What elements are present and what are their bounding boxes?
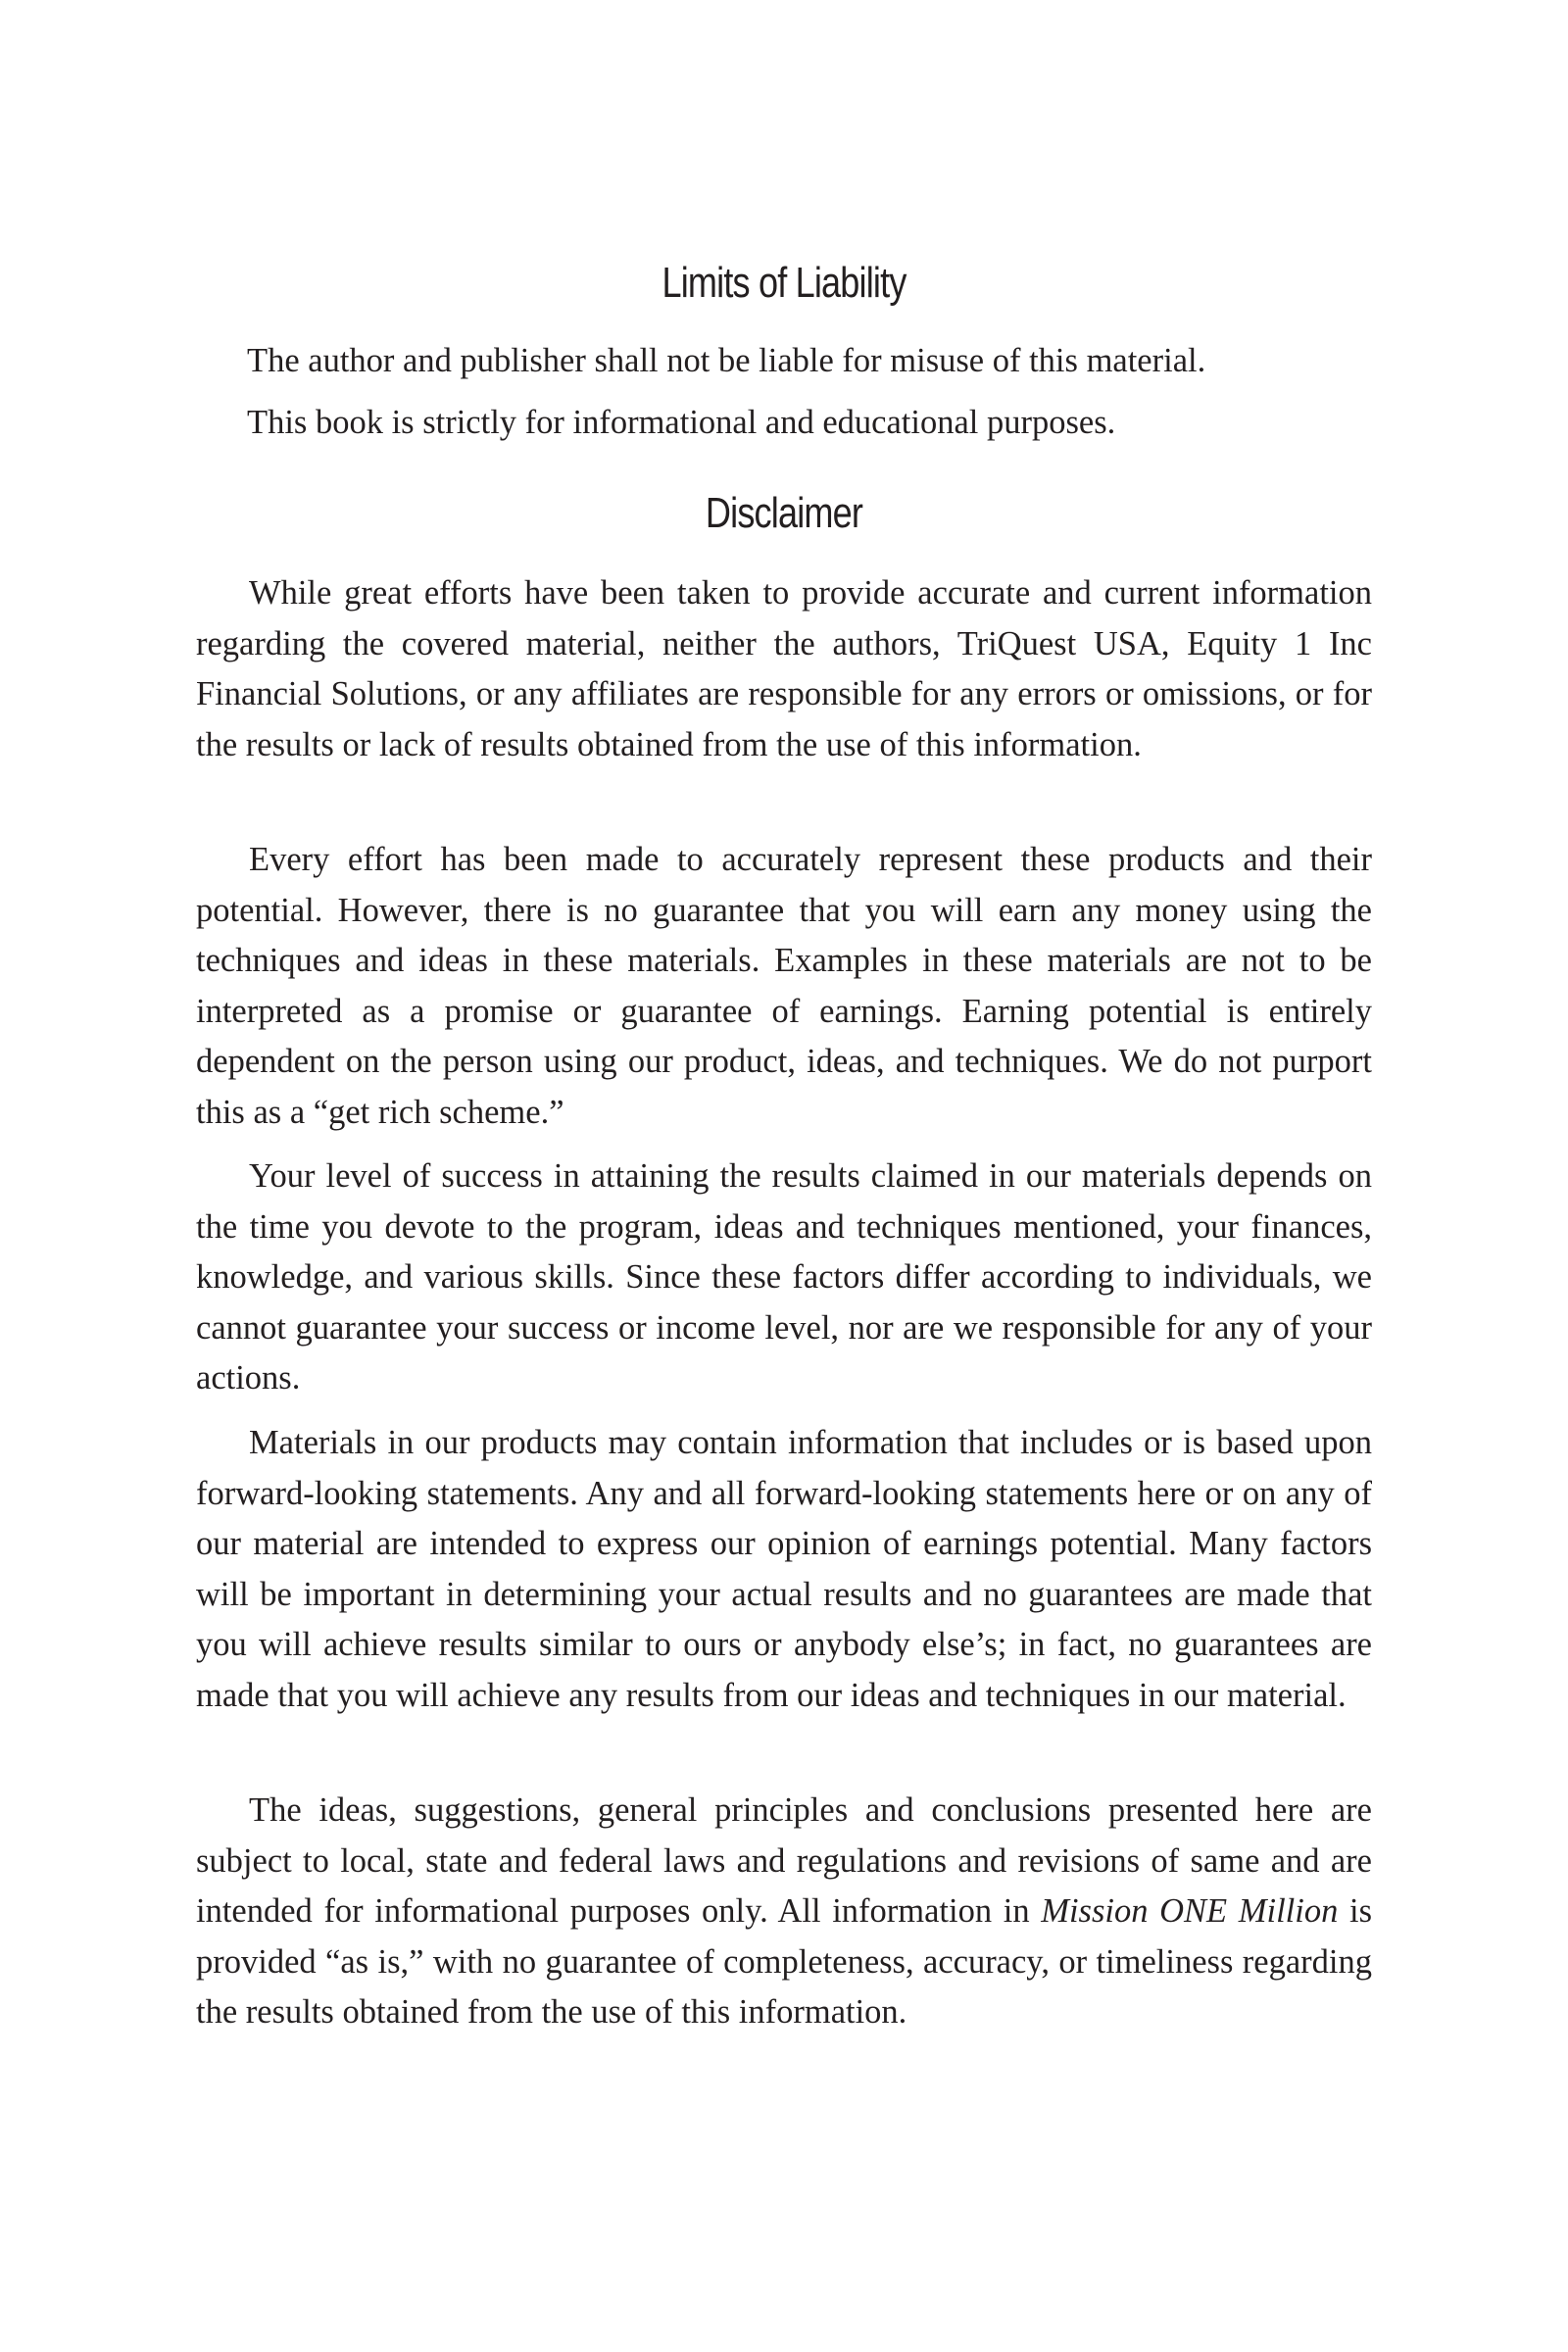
disclaimer-paragraph-5 [196, 1786, 1372, 2038]
limits-of-liability-heading: Limits of Liability [662, 259, 906, 307]
limits-line-1: The author and publisher shall not be liable for misuse of this material. [247, 342, 1206, 379]
book-title: Mission ONE Million [1041, 1892, 1339, 1930]
limits-line-2: This book is strictly for informational and educational purposes. [247, 404, 1116, 441]
disclaimer-heading: Disclaimer [705, 489, 863, 537]
book-page [196, 0, 1372, 2352]
disclaimer-paragraph-3: Your level of success in attaining the results claimed in our materials depends on the time you devote to the program, ideas and techniques mentioned, your finances, knowledge, and various skills. Since these factors differ according to individuals, we cannot guarantee your success or income level, nor are we responsible for any of your actions. [196, 1157, 1372, 1396]
disclaimer-paragraph-4: Materials in our products may contain information that includes or is based upon forward-looking statements. Any and all forward-looking statements here or on any of our material are intended to express our opinion of earnings potential. Many factors will be important in determining your actual results and no guarantees are made that you will achieve results similar to ours or anybody else’s; in fact, no guarantees are made that you will achieve any results from our ideas and techniques in our material. [196, 1424, 1372, 1714]
disclaimer-paragraph-1: While great efforts have been taken to provide accurate and current information regarding the covered material, neither the authors, TriQuest USA, Equity 1 Inc Financial Solutions, or any affiliates are responsible for any errors or omissions, or for the results or lack of results obtained from the use of this information. [196, 574, 1372, 763]
disclaimer-paragraph-2: Every effort has been made to accurately represent these products and their potential. However, there is no guarantee that you will earn any money using the techniques and ideas in these materials. Examples in these materials are not to be interpreted as a promise or guarantee of earnings. Earning potential is entirely dependent on the person using our product, ideas, and techniques. We do not purport this as a “get rich scheme.” [196, 841, 1372, 1131]
paragraph-5-text-start: The ideas, suggestions, general principles and conclusions presented here are subject to local, state and federal laws and regulations and revisions of same and are intended for informational purposes only. All information in [196, 1791, 1372, 1930]
paragraph-5-text-end: is provided “as is,” with no guarantee of completeness, accuracy, or timeliness regarding the results obtained from the use of this information. [196, 1892, 1372, 2031]
